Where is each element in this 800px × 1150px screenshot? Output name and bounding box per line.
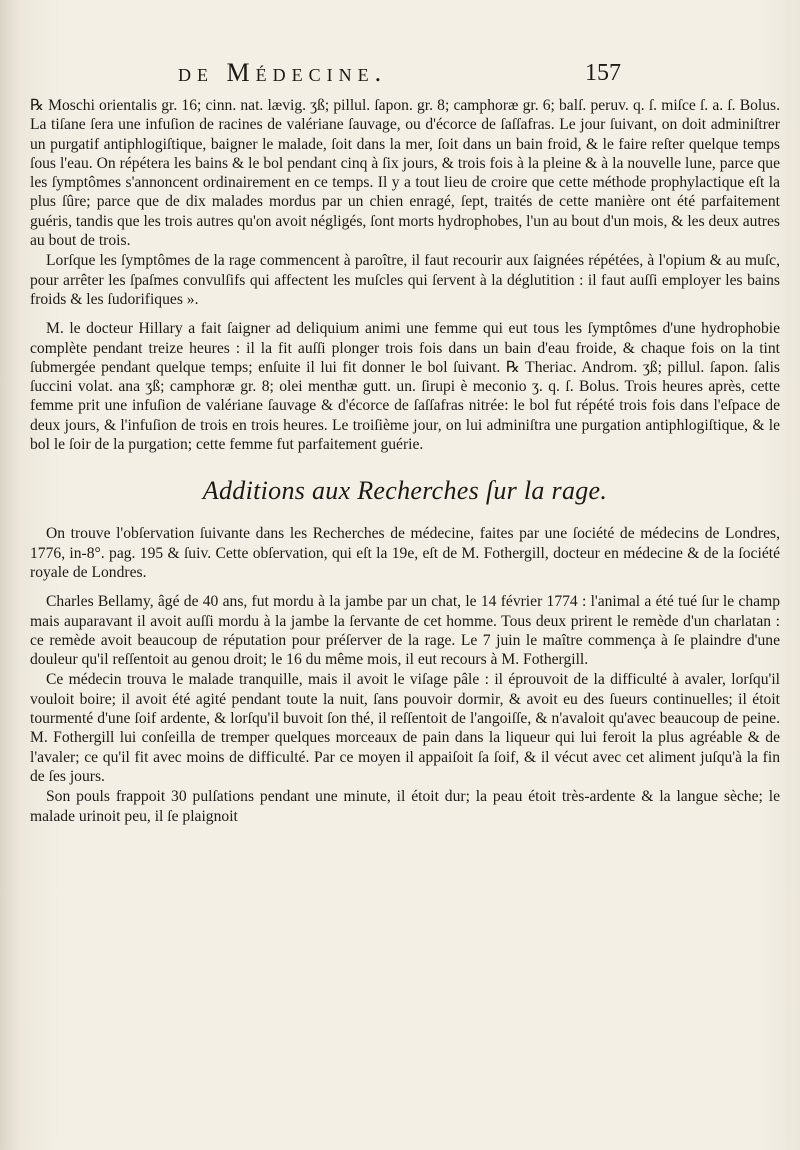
paragraph-prescription: ℞ Moschi orientalis gr. 16; cinn. nat. lævig. ʒß; pillul. ſapon. gr. 8; camphoræ gr. 6; balſ. peruv. q. ſ. miſce ſ. a. ſ. Bolus. La tiſane ſera une infuſion de racines de valériane ſauvage, ou d'écorce de ſaſſafras. Le jour ſuivant, on doit adminiſtrer un purgatif antiphlogiſtique, baigner le malade, ſoit dans la mer, ſoit dans un bain froid, & le faire reſter quelque temps ſous l'eau. On répétera les bains & le bol pendant cinq à ſix jours, & trois fois à la pleine & à la nouvelle lune, parce que les ſymptômes s'annoncent ordinairement en ce temps. Il y a tout lieu de croire que cette méthode prophylactique eſt la plus ſûre; parce que de dix malades mordus par un chien enragé, ſept, traités de cette manière ont été parfaitement guéris, tandis que les trois autres qu'on avoit négligés, ſont morts hydrophobes, l'un au bout d'un mois, & les deux autres au bout de trois. xyxy=(30,97,780,250)
paragraph-observation-source: On trouve l'obſervation ſuivante dans les Recherches de médecine, faites par une ſociété de médecins de Londres, 1776, in-8°. pag. 195 & ſuiv. Cette obſervation, qui eſt la 19e, eſt de M. Fothergill, docteur en médecine & de la ſociété royale de Londres. xyxy=(30,525,780,581)
running-head-title: de Médecine. xyxy=(178,58,388,87)
section-title: Additions aux Recherches ſur la rage. xyxy=(202,476,608,506)
paragraph-hillary: M. le docteur Hillary a fait ſaigner ad deliquium animi une femme qui eut tous les ſymptômes d'une hydrophobie complète pendant treize heures : il la fit auſſi plonger trois fois dans un bain d'eau froide, & chaque fois on la tint ſubmergée pendant quelque temps; enſuite il lui fit donner le bol ſuivant. ℞ Theriac. Androm. ʒß; pillul. ſapon. ſalis ſuccini volat. ana ʒß; camphoræ gr. 8; olei menthæ gutt. un. ſirupi è meconio ʒ. q. ſ. Bolus. Trois heures après, cette femme prit une infuſion de valériane ſauvage & d'écorce de ſaſſafras nitrée: le bol fut répété trois fois dans l'eſpace de deux jours, & l'infuſion de trois en trois heures. Le troiſième jour, on lui adminiſtra une purgation antiphlogiſtique, & le bol le ſoir de la purgation; cette femme fut parfaitement guérie. xyxy=(30,320,780,454)
paragraph-physician: Ce médecin trouva le malade tranquille, mais il avoit le viſage pâle : il éprouvoit de la difficulté à avaler, lorſqu'il vouloit boire; il avoit été agité pendant toute la nuit, ſans pouvoir dormir, & avoit eu des ſueurs continuelles; il étoit tourmenté d'une ſoif ardente, & lorſqu'il buvoit ſon thé, il reſſentoit de l'angoiſſe, & n'avaloit qu'avec beaucoup de peine. M. Fothergill lui conſeilla de tremper quelques morceaux de pain dans la liqueur qui lui feroit la plus agréable & de l'avaler; ce qu'il fit avec moins de difficulté. Par ce moyen il appaiſoit ſa ſoif, & il vécut avec cet aliment juſqu'à la fin de ſes jours. xyxy=(30,671,780,785)
body-text xyxy=(30,96,780,826)
paragraph-pulse: Son pouls frappoit 30 pulſations pendant une minute, il étoit dur; la peau étoit très-ardente & la langue sèche; le malade urinoit peu, il ſe plaignoit xyxy=(30,788,780,825)
running-head xyxy=(0,58,800,94)
paragraph-rage-symptoms: Lorſque les ſymptômes de la rage commencent à paroître, il faut recourir aux ſaignées répétées, à l'opium & au muſc, pour arrêter les ſpaſmes convulſifs qui affectent les muſcles qui ſervent à la déglutition : il faut auſſi employer les bains froids & les ſudorifiques ». xyxy=(30,252,780,308)
page-number: 157 xyxy=(585,60,621,86)
section-body xyxy=(30,524,780,825)
paragraph-bellamy: Charles Bellamy, âgé de 40 ans, fut mordu à la jambe par un chat, le 14 février 1774 : l'animal a été tué ſur le champ mais auparavant il avoit auſſi mordu à la jambe la ſervante de cet homme. Tous deux prirent le remède d'un charlatan : ce remède avoit beaucoup de réputation pour préſerver de la rage. Le 7 juin le maître commença à ſe plaindre d'une douleur qu'il reſſentoit au genou droit; le 16 du même mois, il eut recours à M. Fothergill. xyxy=(30,593,780,669)
